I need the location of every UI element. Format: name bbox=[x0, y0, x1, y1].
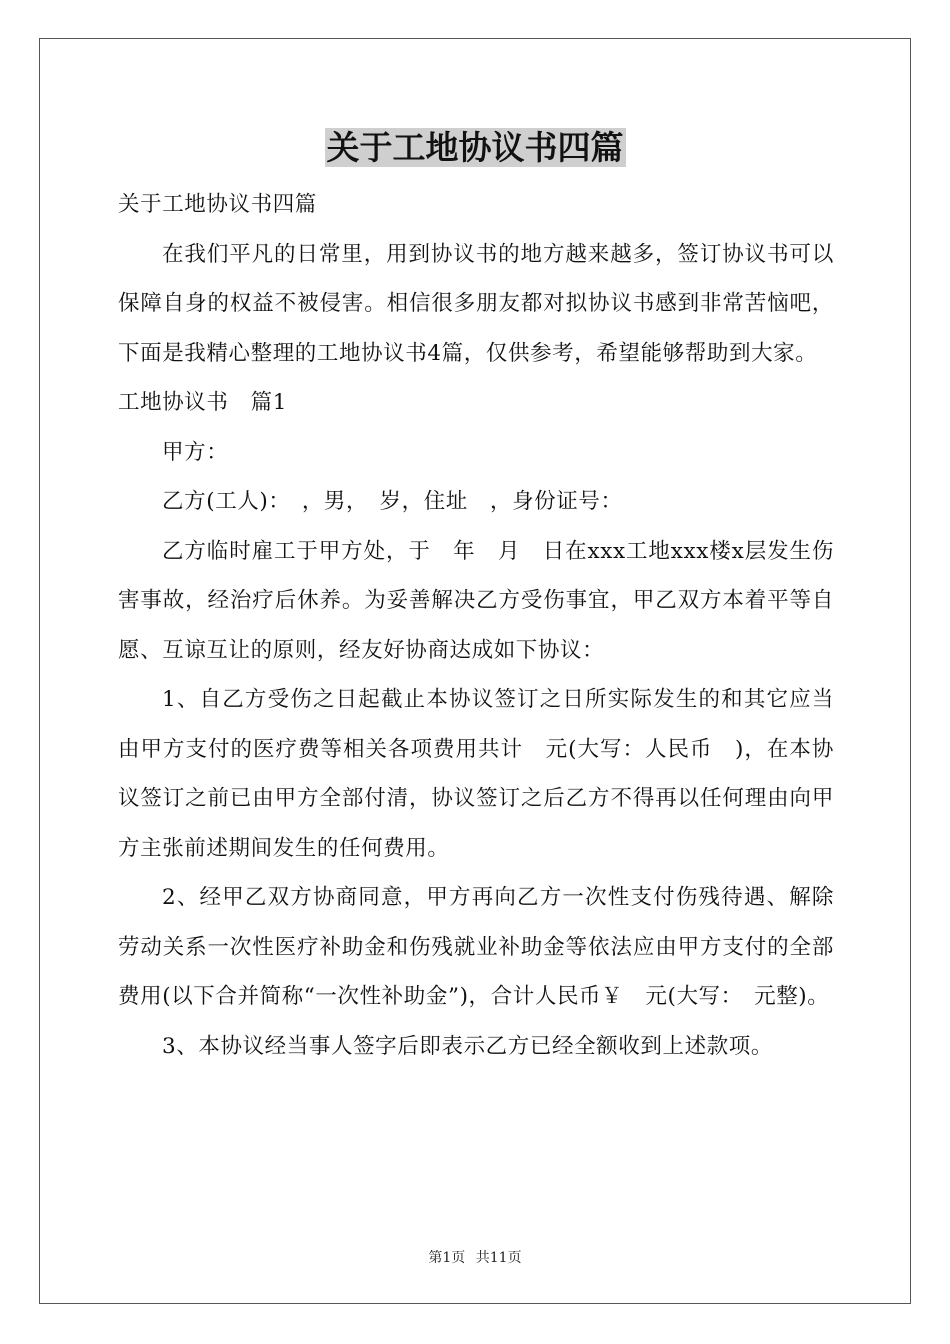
intro-paragraph: 在我们平凡的日常里，用到协议书的地方越来越多，签订协议书可以保障自身的权益不被侵害。相信很多朋友都对拟协议书感到非常苦恼吧，下面是我精心整理的工地协议书4篇，仅供参考，希望能够帮助到大家。 bbox=[118, 241, 834, 366]
incident-paragraph: 乙方临时雇工于甲方处，于 年 月 日在xxx工地xxx楼x层发生伤害事故，经治疗后休养。为妥善解决乙方受伤事宜，甲乙双方本着平等自愿、互谅互让的原则，经友好协商达成如下协议： bbox=[118, 538, 834, 663]
clause-2: 2、经甲乙双方协商同意，甲方再向乙方一次性支付伤残待遇、解除劳动关系一次性医疗补助金和伤残就业补助金等依法应由甲方支付的全部费用(以下合并简称“一次性补助金”)，合计人民币￥ 元(大写： 元整)。 bbox=[118, 885, 834, 1009]
party-b-line: 乙方(工人)： ，男， 岁，住址 ，身份证号： bbox=[162, 489, 623, 514]
section-heading: 工地协议书 篇1 bbox=[118, 390, 287, 415]
document-title-text: 关于工地协议书四篇 bbox=[326, 128, 624, 167]
page-footer bbox=[0, 1248, 950, 1268]
page-number: 第1页 bbox=[428, 1250, 466, 1266]
page-total: 共11页 bbox=[475, 1250, 522, 1266]
party-a-line: 甲方： bbox=[162, 439, 229, 465]
document-title bbox=[0, 126, 950, 170]
document-body bbox=[118, 180, 834, 1071]
clause-1: 1、自乙方受伤之日起截止本协议签订之日所实际发生的和其它应当由甲方支付的医疗费等相关各项费用共计 元(大写：人民币 )，在本协议签订之前已由甲方全部付清，协议签订之后乙方不得再以任何理由向甲方主张前述期间发生的任何费用。 bbox=[118, 687, 834, 861]
document-subtitle: 关于工地协议书四篇 bbox=[118, 192, 317, 217]
clause-3: 3、本协议经当事人签字后即表示乙方已经全额收到上述款项。 bbox=[162, 1033, 773, 1059]
